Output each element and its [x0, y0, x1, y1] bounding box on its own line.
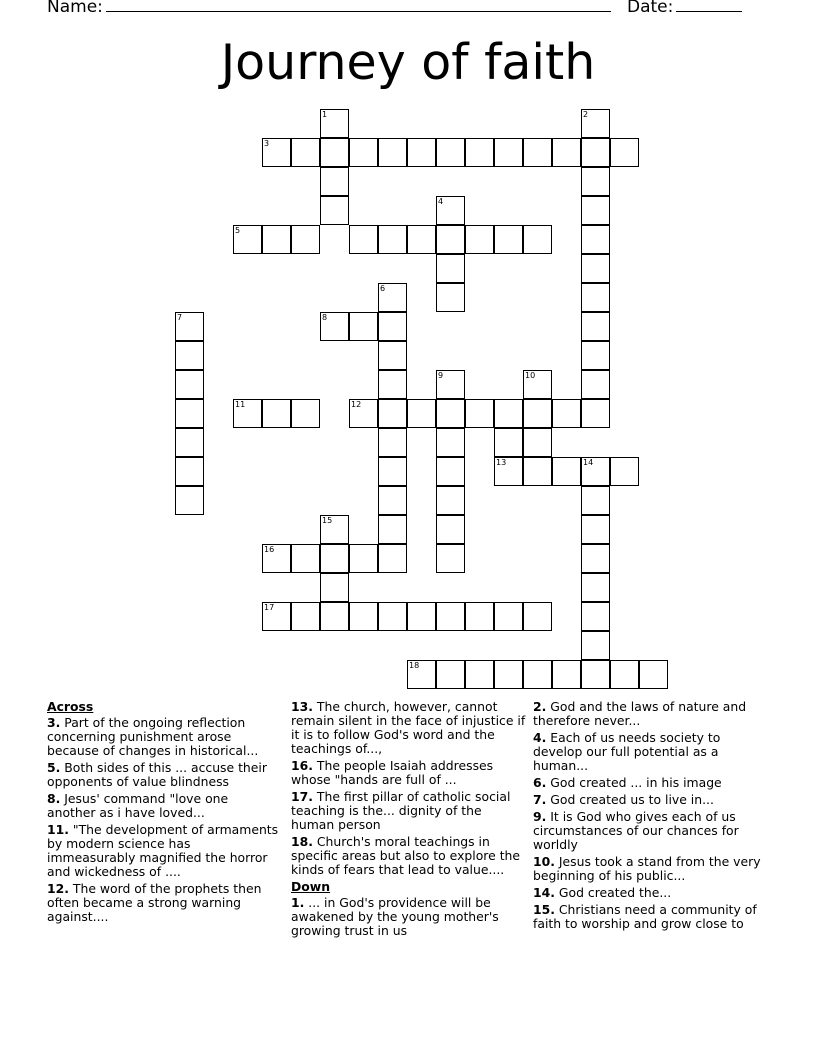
- clue-number: 5: [235, 226, 241, 235]
- grid-cell[interactable]: [494, 457, 523, 486]
- grid-cell[interactable]: [581, 138, 610, 167]
- grid-cell[interactable]: [436, 486, 465, 515]
- clue-item-number: 9.: [533, 809, 547, 824]
- grid-cell[interactable]: [378, 486, 407, 515]
- grid-cell[interactable]: [233, 399, 262, 428]
- grid-cell[interactable]: [436, 544, 465, 573]
- clue-item-text: Church's moral teachings in specific areas but also to explore the kinds of fears that lead to value....: [291, 834, 521, 877]
- grid-cell[interactable]: [378, 457, 407, 486]
- clue-item-text: God and the laws of nature and therefore never...: [533, 699, 747, 728]
- grid-cell[interactable]: [581, 196, 610, 225]
- clue-item: [533, 731, 763, 773]
- clue-item-number: 11.: [47, 822, 69, 837]
- clue-item-number: 10.: [533, 854, 555, 869]
- clue-item-number: 5.: [47, 760, 61, 775]
- grid-cell[interactable]: [407, 399, 436, 428]
- clue-item: [47, 716, 279, 758]
- grid-cell[interactable]: [175, 312, 204, 341]
- grid-cell[interactable]: [349, 602, 378, 631]
- grid-cell[interactable]: [523, 602, 552, 631]
- grid-cell[interactable]: [436, 225, 465, 254]
- grid-cell[interactable]: [436, 196, 465, 225]
- grid-cell[interactable]: [552, 660, 581, 689]
- page-title: Journey of faith: [220, 34, 596, 91]
- grid-cell[interactable]: [349, 225, 378, 254]
- clue-number: 2: [583, 110, 589, 119]
- clue-number: 13: [496, 458, 507, 467]
- grid-cell[interactable]: [465, 225, 494, 254]
- clue-item-number: 8.: [47, 791, 61, 806]
- grid-cell[interactable]: [581, 457, 610, 486]
- grid-cell[interactable]: [610, 457, 639, 486]
- clue-item: [533, 793, 763, 807]
- clue-item: [533, 903, 763, 931]
- clue-item: [533, 700, 763, 728]
- grid-cell[interactable]: [581, 370, 610, 399]
- clue-item-text: Each of us needs society to develop our full potential as a human...: [533, 730, 721, 773]
- clue-item: [533, 886, 763, 900]
- clue-item-number: 15.: [533, 902, 555, 917]
- grid-cell[interactable]: [378, 283, 407, 312]
- grid-cell[interactable]: [494, 225, 523, 254]
- grid-cell[interactable]: [378, 428, 407, 457]
- clues-column-1: [47, 700, 279, 927]
- grid-cell[interactable]: [175, 486, 204, 515]
- grid-cell[interactable]: [291, 138, 320, 167]
- clue-item: [291, 835, 527, 877]
- grid-cell[interactable]: [494, 428, 523, 457]
- clue-item-number: 7.: [533, 792, 547, 807]
- clue-item-number: 18.: [291, 834, 313, 849]
- grid-cell[interactable]: [262, 544, 291, 573]
- grid-cell[interactable]: [465, 602, 494, 631]
- down-clue-list: [291, 896, 527, 938]
- clue-item: [533, 776, 763, 790]
- clue-number: 16: [264, 545, 275, 554]
- clue-number: 10: [525, 371, 536, 380]
- grid-cell[interactable]: [349, 399, 378, 428]
- grid-cell[interactable]: [175, 457, 204, 486]
- grid-cell[interactable]: [581, 544, 610, 573]
- grid-cell[interactable]: [436, 457, 465, 486]
- grid-cell[interactable]: [436, 254, 465, 283]
- across-heading: Across: [47, 699, 94, 714]
- grid-cell[interactable]: [465, 660, 494, 689]
- grid-cell[interactable]: [465, 399, 494, 428]
- grid-cell[interactable]: [523, 428, 552, 457]
- clue-item-text: The people Isaiah addresses whose "hands are full of ...: [291, 758, 494, 787]
- grid-cell[interactable]: [494, 602, 523, 631]
- grid-cell[interactable]: [523, 457, 552, 486]
- clue-number: 4: [438, 197, 444, 206]
- grid-cell[interactable]: [291, 399, 320, 428]
- grid-cell[interactable]: [436, 602, 465, 631]
- clue-number: 18: [409, 661, 420, 670]
- grid-cell[interactable]: [581, 602, 610, 631]
- clue-number: 11: [235, 400, 246, 409]
- clue-number: 1: [322, 110, 328, 119]
- across-clue-list-cont: [291, 700, 527, 877]
- grid-cell[interactable]: [494, 660, 523, 689]
- grid-cell[interactable]: [407, 138, 436, 167]
- grid-cell[interactable]: [378, 515, 407, 544]
- grid-cell[interactable]: [320, 573, 349, 602]
- clue-item: [291, 896, 527, 938]
- grid-cell[interactable]: [378, 312, 407, 341]
- grid-cell[interactable]: [581, 399, 610, 428]
- grid-cell[interactable]: [436, 138, 465, 167]
- clue-item-text: Both sides of this ... accuse their opponents of value blindness: [47, 760, 267, 789]
- clue-item-number: 13.: [291, 699, 313, 714]
- clue-item-text: Christians need a community of faith to worship and grow close to: [533, 902, 757, 931]
- across-clue-list: [47, 716, 279, 924]
- clue-item: [47, 792, 279, 820]
- clue-item-number: 16.: [291, 758, 313, 773]
- clue-item: [47, 761, 279, 789]
- clue-item-text: The word of the prophets then often became a strong warning against....: [47, 881, 262, 924]
- grid-cell[interactable]: [581, 486, 610, 515]
- grid-cell[interactable]: [436, 399, 465, 428]
- clues-column-2: [291, 700, 527, 941]
- grid-cell[interactable]: [320, 312, 349, 341]
- clue-item: [47, 823, 279, 879]
- grid-cell[interactable]: [523, 660, 552, 689]
- clue-number: 9: [438, 371, 444, 380]
- grid-cell[interactable]: [436, 283, 465, 312]
- clue-item: [533, 810, 763, 852]
- grid-cell[interactable]: [320, 167, 349, 196]
- grid-cell[interactable]: [262, 225, 291, 254]
- down-clue-list-cont: [533, 700, 763, 931]
- clue-number: 6: [380, 284, 386, 293]
- grid-cell[interactable]: [349, 544, 378, 573]
- grid-cell[interactable]: [436, 370, 465, 399]
- grid-cell[interactable]: [407, 660, 436, 689]
- grid-cell[interactable]: [581, 660, 610, 689]
- down-heading: Down: [291, 879, 331, 894]
- clue-item-text: "The development of armaments by modern science has immeasurably magnified the horror and wickedness of ....: [47, 822, 279, 879]
- grid-cell[interactable]: [552, 457, 581, 486]
- date-label: Date:: [627, 0, 674, 17]
- clue-number: 7: [177, 313, 183, 322]
- grid-cell[interactable]: [581, 225, 610, 254]
- grid-cell[interactable]: [320, 602, 349, 631]
- grid-cell[interactable]: [639, 660, 668, 689]
- clue-item-text: It is God who gives each of us circumstances of our chances for worldly: [533, 809, 739, 852]
- grid-cell[interactable]: [465, 138, 494, 167]
- grid-cell[interactable]: [320, 196, 349, 225]
- grid-cell[interactable]: [378, 399, 407, 428]
- grid-cell[interactable]: [581, 631, 610, 660]
- grid-cell[interactable]: [233, 225, 262, 254]
- grid-cell[interactable]: [378, 544, 407, 573]
- clue-number: 3: [264, 139, 270, 148]
- grid-cell[interactable]: [291, 544, 320, 573]
- clue-item: [533, 855, 763, 883]
- grid-cell[interactable]: [552, 138, 581, 167]
- grid-cell[interactable]: [523, 399, 552, 428]
- grid-cell[interactable]: [581, 109, 610, 138]
- clue-item-number: 12.: [47, 881, 69, 896]
- name-label: Name:: [47, 0, 103, 17]
- clue-item: [291, 700, 527, 756]
- grid-cell[interactable]: [378, 370, 407, 399]
- clue-item-text: Jesus' command "love one another as i have loved...: [47, 791, 229, 820]
- grid-cell[interactable]: [523, 225, 552, 254]
- clue-item-text: The church, however, cannot remain silent in the face of injustice if it is to follow God's word and the teachings of...,: [291, 699, 526, 756]
- grid-cell[interactable]: [436, 515, 465, 544]
- grid-cell[interactable]: [581, 341, 610, 370]
- grid-cell[interactable]: [610, 138, 639, 167]
- grid-cell[interactable]: [494, 138, 523, 167]
- clue-number: 15: [322, 516, 333, 525]
- grid-cell[interactable]: [407, 602, 436, 631]
- clue-item-text: ... in God's providence will be awakened by the young mother's growing trust in us: [291, 895, 499, 938]
- grid-cell[interactable]: [175, 370, 204, 399]
- clue-item-number: 1.: [291, 895, 305, 910]
- grid-cell[interactable]: [262, 399, 291, 428]
- clue-number: 14: [583, 458, 594, 467]
- grid-cell[interactable]: [581, 573, 610, 602]
- grid-cell[interactable]: [523, 138, 552, 167]
- clue-item-text: Part of the ongoing reflection concerning punishment arose because of changes in historical...: [47, 715, 259, 758]
- clue-item-number: 17.: [291, 789, 313, 804]
- clue-item-text: The first pillar of catholic social teaching is the... dignity of the human person: [291, 789, 511, 832]
- clues-column-3: [533, 700, 763, 934]
- clue-item-number: 4.: [533, 730, 547, 745]
- grid-cell[interactable]: [436, 660, 465, 689]
- grid-cell[interactable]: [349, 312, 378, 341]
- grid-cell[interactable]: [378, 602, 407, 631]
- clue-item-text: God created ... in his image: [546, 775, 722, 790]
- grid-cell[interactable]: [407, 225, 436, 254]
- grid-cell[interactable]: [610, 660, 639, 689]
- grid-cell[interactable]: [262, 138, 291, 167]
- clue-number: 12: [351, 400, 362, 409]
- clue-item-text: God created the...: [554, 885, 672, 900]
- grid-cell[interactable]: [378, 225, 407, 254]
- grid-cell[interactable]: [291, 225, 320, 254]
- grid-cell[interactable]: [523, 370, 552, 399]
- grid-cell[interactable]: [378, 341, 407, 370]
- clue-item: [291, 759, 527, 787]
- clue-item-text: Jesus took a stand from the very beginning of his public...: [533, 854, 761, 883]
- grid-cell[interactable]: [552, 399, 581, 428]
- grid-cell[interactable]: [581, 254, 610, 283]
- grid-cell[interactable]: [291, 602, 320, 631]
- grid-cell[interactable]: [378, 138, 407, 167]
- grid-cell[interactable]: [320, 515, 349, 544]
- grid-cell[interactable]: [262, 602, 291, 631]
- clue-item-text: God created us to live in...: [546, 792, 714, 807]
- grid-cell[interactable]: [320, 544, 349, 573]
- grid-cell[interactable]: [175, 399, 204, 428]
- clue-item: [291, 790, 527, 832]
- clue-item-number: 2.: [533, 699, 547, 714]
- grid-cell[interactable]: [349, 138, 378, 167]
- grid-cell[interactable]: [175, 428, 204, 457]
- grid-cell[interactable]: [320, 138, 349, 167]
- grid-cell[interactable]: [436, 428, 465, 457]
- grid-cell[interactable]: [581, 312, 610, 341]
- clue-number: 17: [264, 603, 275, 612]
- grid-cell[interactable]: [581, 283, 610, 312]
- clue-number: 8: [322, 313, 328, 322]
- clue-item-number: 14.: [533, 885, 555, 900]
- grid-cell[interactable]: [581, 167, 610, 196]
- grid-cell[interactable]: [494, 399, 523, 428]
- clue-item-number: 6.: [533, 775, 547, 790]
- grid-cell[interactable]: [581, 515, 610, 544]
- grid-cell[interactable]: [175, 341, 204, 370]
- clue-item: [47, 882, 279, 924]
- clue-item-number: 3.: [47, 715, 61, 730]
- grid-cell[interactable]: [320, 109, 349, 138]
